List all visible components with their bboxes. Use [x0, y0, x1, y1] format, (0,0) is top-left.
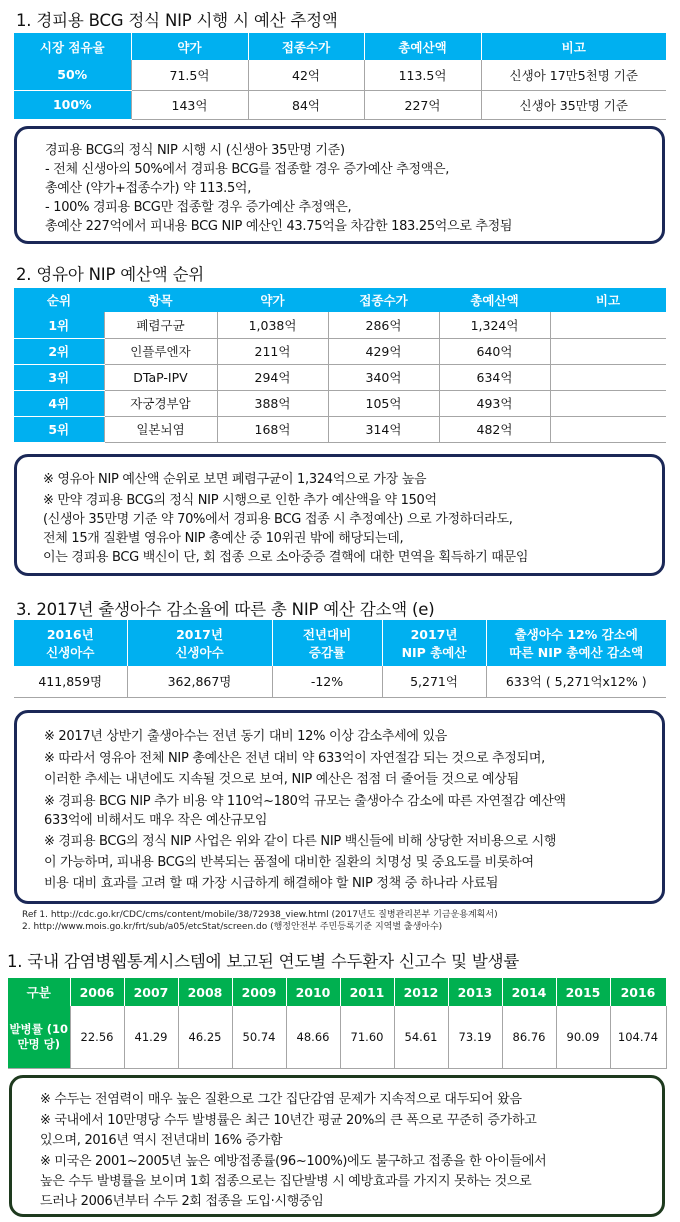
- rank-cell: 3위: [14, 364, 104, 390]
- table-row: [14, 312, 666, 338]
- table-cell: 자궁경부암: [104, 390, 217, 416]
- header-cell: 시장 점유율: [14, 33, 131, 60]
- table-cell: 211억: [217, 338, 328, 364]
- nip-ranking-table: [14, 288, 666, 443]
- reference-2: 2. http://www.mois.go.kr/frt/sub/a05/etcStat/screen.do (행정안전부 주민등록기준 지역별 출생아수): [22, 922, 443, 932]
- table-cell: 71.5억: [131, 60, 248, 90]
- table-row: [14, 416, 666, 442]
- table-row: [14, 60, 666, 90]
- note-line: ※ 영유아 NIP 예산액 순위로 보면 폐렴구균이 1,324억으로 가장 높음: [43, 472, 427, 487]
- section3-title: 3. 2017년 출생아수 감소율에 따른 총 NIP 예산 감소액 (e): [16, 600, 435, 619]
- table-cell: [550, 338, 666, 364]
- section4-title: 1. 국내 감염병웹통계시스템에 보고된 연도별 수두환자 신고수 및 발생률: [7, 952, 520, 971]
- table-cell: 640억: [439, 338, 550, 364]
- row-label: 100%: [14, 90, 131, 119]
- table-cell: 22.56: [70, 1006, 124, 1068]
- table-cell: 인플루엔자: [104, 338, 217, 364]
- header-cell: 비고: [481, 33, 666, 60]
- table-cell: 634억: [439, 364, 550, 390]
- table-cell: 388억: [217, 390, 328, 416]
- note-line: 높은 수두 발병률을 보이며 1회 접종으로는 집단발병 시 예방효과를 가지지 못하는 것으로: [40, 1174, 532, 1189]
- table-cell: 482억: [439, 416, 550, 442]
- table-cell: 42억: [248, 60, 364, 90]
- header-cell: 전년대비 증감률: [272, 620, 382, 666]
- note-line: ※ 따라서 영유아 전체 NIP 총예산은 전년 대비 약 633억이 자연절감 되는 것으로 추정되며,: [44, 751, 545, 766]
- note-line: 총예산 227억에서 피내용 BCG NIP 예산인 43.75억을 차감한 183.25억으로 추정됨: [45, 219, 513, 234]
- table-cell: 폐렴구균: [104, 312, 217, 338]
- table-cell: 227억: [364, 90, 481, 119]
- rank-cell: 1위: [14, 312, 104, 338]
- note-line: 633억에 비해서도 매우 작은 예산규모임: [44, 813, 268, 828]
- section4-note-box: [9, 1075, 665, 1217]
- note-line: ※ 국내에서 10만명당 수두 발병률은 최근 10년간 평균 20%의 큰 폭으로 꾸준히 증가하고: [40, 1113, 537, 1128]
- header-cell: 2017년 신생아수: [127, 620, 272, 666]
- table-cell: 286억: [328, 312, 439, 338]
- table-row: [14, 364, 666, 390]
- section1-note-box: [14, 126, 665, 244]
- header-cell: 2015: [556, 978, 610, 1006]
- table-cell: 104.74: [610, 1006, 666, 1068]
- header-cell: 2012: [394, 978, 448, 1006]
- section2-note-box: [14, 454, 665, 576]
- table-cell: 50.74: [232, 1006, 286, 1068]
- table-cell: 1,038억: [217, 312, 328, 338]
- header-cell: 2009: [232, 978, 286, 1006]
- header-cell: 약가: [131, 33, 248, 60]
- rank-cell: 4위: [14, 390, 104, 416]
- table-row: [14, 90, 666, 119]
- note-line: ※ 미국은 2001~2005년 높은 예방접종률(96~100%)에도 불구하고 접종을 한 아이들에서: [40, 1154, 547, 1169]
- table-cell: DTaP-IPV: [104, 364, 217, 390]
- header-cell: 2007: [124, 978, 178, 1006]
- table-cell: 일본뇌염: [104, 416, 217, 442]
- header-cell: 구분: [8, 978, 70, 1006]
- header-cell: 2016년 신생아수: [14, 620, 127, 666]
- table-row: [14, 666, 666, 697]
- table-cell: 633억 ( 5,271억x12% ): [486, 666, 666, 697]
- table-cell: 105억: [328, 390, 439, 416]
- section2-title: 2. 영유아 NIP 예산액 순위: [16, 265, 204, 284]
- note-line: 이는 경피용 BCG 백신이 단, 회 접종 으로 소아중증 결핵에 대한 면역을 획득하기 때문임: [43, 550, 529, 565]
- note-line: ※ 2017년 상반기 출생아수는 전년 동기 대비 12% 이상 감소추세에 있음: [44, 729, 447, 744]
- table-row: [8, 1006, 666, 1068]
- note-line: - 100% 경피용 BCG만 접종할 경우 증가예산 추정액은,: [45, 200, 352, 215]
- chickenpox-incidence-table: [8, 978, 667, 1069]
- table-cell: 48.66: [286, 1006, 340, 1068]
- table-cell: 362,867명: [127, 666, 272, 697]
- table-cell: 314억: [328, 416, 439, 442]
- header-cell: 총예산액: [364, 33, 481, 60]
- header-cell: 2014: [502, 978, 556, 1006]
- row-label: 50%: [14, 60, 131, 90]
- birth-decline-table: [14, 620, 666, 698]
- table-cell: 340억: [328, 364, 439, 390]
- reference-1: Ref 1. http://cdc.go.kr/CDC/cms/content/mobile/38/72938_view.html (2017년도 질병관리본부 기금운용계획서): [22, 910, 498, 920]
- table-cell: 493억: [439, 390, 550, 416]
- table-cell: 71.60: [340, 1006, 394, 1068]
- table-cell: 신생아 17만5천명 기준: [481, 60, 666, 90]
- header-cell: 2016: [610, 978, 666, 1006]
- note-line: 경피용 BCG의 정식 NIP 시행 시 (신생아 35만명 기준): [45, 143, 345, 158]
- header-cell: 2013: [448, 978, 502, 1006]
- note-line: 총예산 (약가+접종수가) 약 113.5억,: [45, 181, 252, 196]
- table-cell: 411,859명: [14, 666, 127, 697]
- table-header-row: [14, 620, 666, 666]
- rank-cell: 2위: [14, 338, 104, 364]
- table-header-row: [8, 978, 666, 1006]
- header-cell: 순위: [14, 288, 104, 312]
- table-header-row: [14, 33, 666, 60]
- table-cell: [550, 390, 666, 416]
- table-row: [14, 390, 666, 416]
- header-cell: 2010: [286, 978, 340, 1006]
- note-line: 이 가능하며, 피내용 BCG의 반복되는 품절에 대비한 질환의 치명성 및 중요도를 비롯하여: [44, 855, 534, 870]
- table-cell: 113.5억: [364, 60, 481, 90]
- note-line: 전체 15개 질환별 영유아 NIP 총예산 중 10위권 밖에 해당되는데,: [43, 531, 404, 546]
- table-cell: 54.61: [394, 1006, 448, 1068]
- table-cell: 신생아 35만명 기준: [481, 90, 666, 119]
- header-cell: 접종수가: [328, 288, 439, 312]
- header-cell: 2006: [70, 978, 124, 1006]
- header-cell: 출생아수 12% 감소에 따른 NIP 총예산 감소액: [486, 620, 666, 666]
- table-header-row: [14, 288, 666, 312]
- table-cell: 294억: [217, 364, 328, 390]
- table-cell: [550, 312, 666, 338]
- table-cell: [550, 416, 666, 442]
- table-cell: 46.25: [178, 1006, 232, 1068]
- table-cell: 84억: [248, 90, 364, 119]
- header-cell: 총예산액: [439, 288, 550, 312]
- note-line: 있으며, 2016년 역시 전년대비 16% 증가함: [40, 1133, 283, 1148]
- row-label: 발병률 (10만명 당): [8, 1006, 70, 1068]
- table-cell: 41.29: [124, 1006, 178, 1068]
- note-line: 이러한 추세는 내년에도 지속될 것으로 보여, NIP 예산은 점점 더 줄어들 것으로 예상됨: [44, 772, 519, 787]
- header-cell: 2017년 NIP 총예산: [382, 620, 486, 666]
- table-cell: 90.09: [556, 1006, 610, 1068]
- section1-title: 1. 경피용 BCG 정식 NIP 시행 시 예산 추정액: [16, 11, 338, 30]
- section3-note-box: [14, 710, 665, 904]
- note-line: 드러나 2006년부터 수두 2회 접종을 도입·시행중임: [40, 1194, 324, 1209]
- note-line: ※ 만약 경피용 BCG의 정식 NIP 시행으로 인한 추가 예산액을 약 150억: [43, 493, 437, 508]
- table-cell: 168억: [217, 416, 328, 442]
- header-cell: 2008: [178, 978, 232, 1006]
- note-line: ※ 경피용 BCG의 정식 NIP 사업은 위와 같이 다른 NIP 백신들에 비해 상당한 저비용으로 시행: [44, 834, 557, 849]
- table-cell: 5,271억: [382, 666, 486, 697]
- note-line: (신생아 35만명 기준 약 70%에서 경피용 BCG 접종 시 추정예산) 으로 가정하더라도,: [43, 512, 513, 527]
- table-cell: [550, 364, 666, 390]
- header-cell: 비고: [550, 288, 666, 312]
- note-line: ※ 경피용 BCG NIP 추가 비용 약 110억~180억 규모는 출생아수 감소에 따른 자연절감 예산액: [44, 794, 566, 809]
- header-cell: 약가: [217, 288, 328, 312]
- table-cell: 429억: [328, 338, 439, 364]
- header-cell: 접종수가: [248, 33, 364, 60]
- note-line: - 전체 신생아의 50%에서 경피용 BCG를 접종할 경우 증가예산 추정액은,: [45, 162, 450, 177]
- note-line: ※ 수두는 전염력이 매우 높은 질환으로 그간 집단감염 문제가 지속적으로 대두되어 왔음: [40, 1092, 522, 1107]
- table-cell: 1,324억: [439, 312, 550, 338]
- header-cell: 항목: [104, 288, 217, 312]
- table-cell: 143억: [131, 90, 248, 119]
- note-line: 비용 대비 효과를 고려 할 때 가장 시급하게 해결해야 할 NIP 정책 중 하나라 사료됨: [44, 876, 499, 891]
- table-cell: -12%: [272, 666, 382, 697]
- budget-estimate-table: [14, 33, 666, 120]
- table-row: [14, 338, 666, 364]
- rank-cell: 5위: [14, 416, 104, 442]
- table-cell: 86.76: [502, 1006, 556, 1068]
- table-cell: 73.19: [448, 1006, 502, 1068]
- header-cell: 2011: [340, 978, 394, 1006]
